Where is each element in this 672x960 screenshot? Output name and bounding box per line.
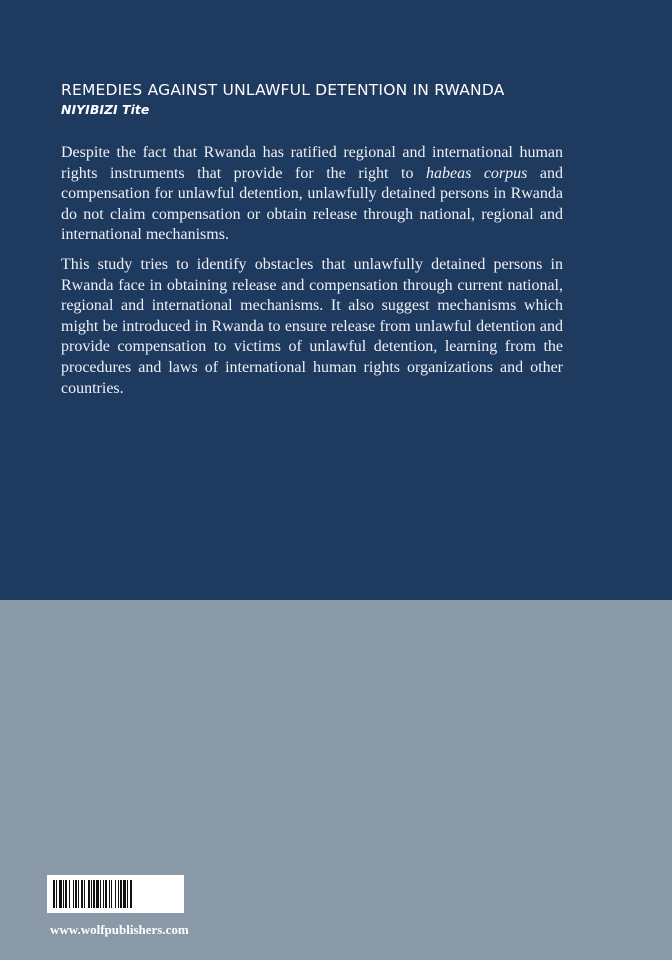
- barcode-bar: [123, 880, 126, 908]
- barcode-bar: [59, 880, 62, 908]
- barcode-bar: [63, 880, 64, 908]
- barcode-bar: [91, 880, 92, 908]
- barcode-bar: [75, 880, 77, 908]
- barcode-bar: [88, 880, 90, 908]
- book-title: REMEDIES AGAINST UNLAWFUL DETENTION IN RWANDA: [61, 81, 505, 99]
- blurb-paragraph-1-end: and compensation for unlawful detention, unlawfully detained persons in Rwanda do not claim compensation or obtain release through national, regional and international mechanisms.: [61, 164, 563, 244]
- barcode: [47, 875, 184, 913]
- blurb-paragraph-2: This study tries to identify obstacles that unlawfully detained persons in Rwanda face in obtaining release and compensation through current national, regional and international mechanisms. It also suggest mechanisms which might be introduced in Rwanda to ensure release from unlawful detention and provide compensation to victims of unlawful detention, learning from the procedures and laws of international human rights organizations and other countries.: [61, 256, 563, 397]
- book-author: NIYIBIZI Tite: [61, 102, 150, 117]
- barcode-bar: [115, 880, 116, 908]
- barcode-bar: [84, 880, 85, 908]
- barcode-bar: [118, 880, 119, 908]
- barcode-bar: [109, 880, 110, 908]
- blurb-paragraph-1: [61, 143, 563, 246]
- barcode-bar: [56, 880, 57, 908]
- barcode-icon: [47, 875, 184, 913]
- blurb-italic-term: habeas corpus: [425, 164, 528, 182]
- barcode-bar: [78, 880, 79, 908]
- publisher-website[interactable]: www.wolfpublishers.com: [50, 922, 189, 937]
- barcode-bar: [127, 880, 128, 908]
- barcode-bar: [111, 880, 112, 908]
- barcode-bar: [105, 880, 107, 908]
- barcode-bar: [96, 880, 99, 908]
- barcode-bar: [53, 880, 55, 908]
- blurb-paragraph-1-start: Despite the fact that Rwanda has ratified regional and international human rights instruments that provide for the right to: [61, 144, 563, 182]
- barcode-bar: [120, 880, 122, 908]
- barcode-bar: [73, 880, 74, 908]
- barcode-bar: [81, 880, 83, 908]
- barcode-bar: [65, 880, 67, 908]
- barcode-bar: [103, 880, 104, 908]
- barcode-bar: [100, 880, 101, 908]
- barcode-bar: [130, 880, 132, 908]
- barcode-bar: [69, 880, 70, 908]
- barcode-bar: [93, 880, 95, 908]
